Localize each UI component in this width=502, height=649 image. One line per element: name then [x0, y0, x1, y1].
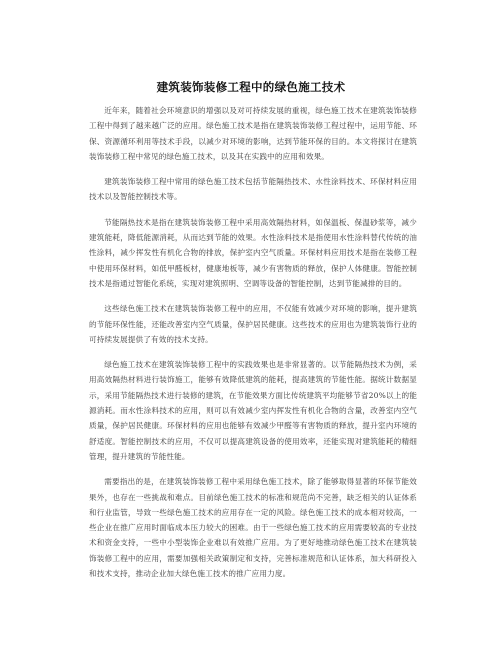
paragraph-challenges: 需要指出的是，在建筑装饰装修工程中采用绿色施工技术，除了能够取得显著的环保节能效果外，也存在一些挑战和难点。目前绿色施工技术的标准和规范尚不完善，缺乏相关的认证体系和行业监管，导致一些绿色施工技术的应用存在一定的风险。绿色施工技术的成本相对较高，一些企业在推广应用时面临成本压力较大的困难。由于一些绿色施工技术的应用需要较高的专业技术和资金支持，一些中小型装饰企业难以有效推广应用。为了更好地推动绿色施工技术在建筑装饰装修工程中的应用，需要加强相关政策制定和支持，完善标准规范和认证体系，加大科研投入和技术支持，推动企业加大绿色施工技术的推广应用力度。	[89, 477, 417, 579]
document-body	[89, 103, 417, 591]
paragraph-practice-effects: 绿色施工技术在建筑装饰装修工程中的实践效果也是非常显著的。以节能隔热技术为例，采用高效隔热材料进行装饰施工，能够有效降低建筑的能耗，提高建筑的节能性能。据统计数据显示，采用节能隔热技术进行装修的建筑，在节能效果方面比传统建筑平均能够节省20%以上的能源消耗。而水性涂料技术的应用，则可以有效减少室内挥发性有机化合物的含量，改善室内空气质量，保护居民健康。环保材料的应用也能够有效减少甲醛等有害物质的释放，提升室内环境的舒适度。智能控制技术的应用，不仅可以提高建筑设备的使用效率，还能实现对建筑能耗的精细管理，提升建筑的节能性能。	[89, 360, 417, 461]
paragraph-intro: 近年来，随着社会环境意识的增强以及对可持续发展的重视，绿色施工技术在建筑装饰装修工程中得到了越来越广泛的应用。绿色施工技术是指在建筑装饰装修工程过程中，运用节能、环保、资源循环利用等技术手段，以减少对环境的影响，达到节能环保的目的。本文将探讨在建筑装饰装修工程中常见的绿色施工技术，以及其在实践中的应用和效果。	[89, 106, 417, 161]
paragraph-technique-details: 节能隔热技术是指在建筑装饰装修工程中采用高效隔热材料，如保温板、保温砂浆等，减少建筑能耗，降低能源消耗，从而达到节能的效果。水性涂料技术是指使用水性涂料替代传统的油性涂料，减少挥发性有机化合物的排放，保护室内空气质量。环保材料应用技术是指在装修工程中使用环保材料，如低甲醛板材，健康地板等，减少有害物质的释放，保护人体健康。智能控制技术是指通过智能化系统，实现对建筑照明、空调等设备的智能控制，达到节能减排的目的。	[89, 217, 417, 288]
paragraph-technique-list: 建筑装饰装修工程中常用的绿色施工技术包括节能隔热技术、水性涂料技术、环保材料应用技术以及智能控制技术等。	[89, 177, 417, 202]
paragraph-benefits: 这些绿色施工技术在建筑装饰装修工程中的应用，不仅能有效减少对环境的影响，提升建筑的节能环保性能，还能改善室内空气质量，保护居民健康。这些技术的应用也为建筑装饰行业的可持续发展提供了有效的技术支持。	[89, 304, 417, 344]
document-title: 建筑装饰装修工程中的绿色施工技术	[156, 80, 346, 94]
